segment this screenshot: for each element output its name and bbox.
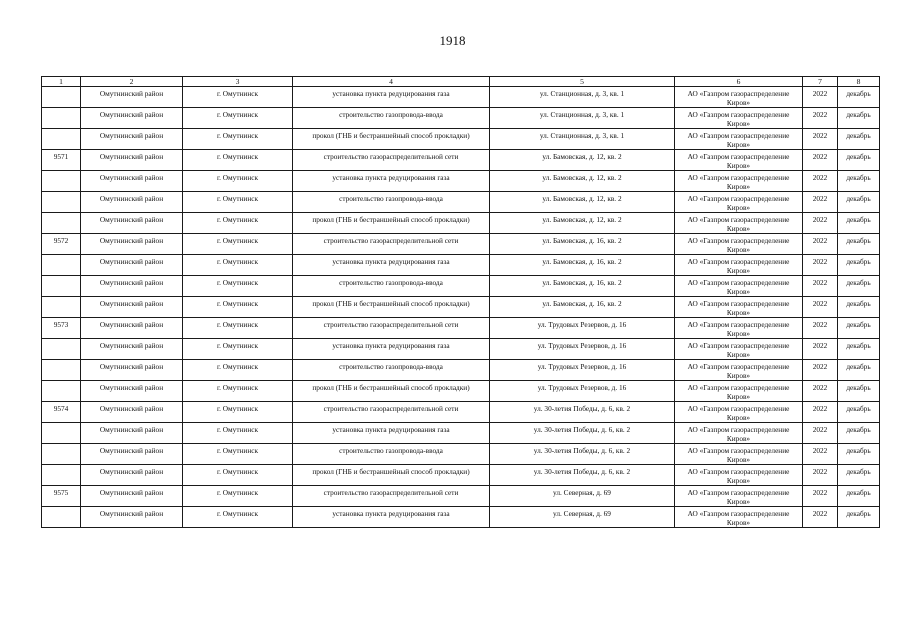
cell-work-type: строительство газораспределительной сети	[293, 318, 490, 339]
table-row	[42, 381, 880, 402]
column-header: 4	[293, 77, 490, 87]
cell-month: декабрь	[838, 213, 880, 234]
cell-number	[42, 423, 81, 444]
cell-district: Омутнинский район	[81, 255, 183, 276]
cell-number	[42, 129, 81, 150]
cell-address: ул. Бамовская, д. 12, кв. 2	[490, 192, 675, 213]
column-header: 3	[183, 77, 293, 87]
cell-work-type: прокол (ГНБ и бестраншейный способ прокладки)	[293, 381, 490, 402]
cell-address: ул. Трудовых Резервов, д. 16	[490, 318, 675, 339]
cell-month: декабрь	[838, 87, 880, 108]
column-header: 2	[81, 77, 183, 87]
cell-city: г. Омутнинск	[183, 276, 293, 297]
cell-city: г. Омутнинск	[183, 129, 293, 150]
cell-organization: АО «Газпром газораспределение Киров»	[675, 444, 803, 465]
cell-work-type: прокол (ГНБ и бестраншейный способ прокладки)	[293, 465, 490, 486]
cell-month: декабрь	[838, 150, 880, 171]
cell-district: Омутнинский район	[81, 402, 183, 423]
cell-year: 2022	[803, 276, 838, 297]
cell-address: ул. Северная, д. 69	[490, 486, 675, 507]
cell-organization: АО «Газпром газораспределение Киров»	[675, 234, 803, 255]
cell-district: Омутнинский район	[81, 465, 183, 486]
cell-number: 9575	[42, 486, 81, 507]
cell-month: декабрь	[838, 234, 880, 255]
cell-city: г. Омутнинск	[183, 255, 293, 276]
table-row	[42, 234, 880, 255]
cell-work-type: прокол (ГНБ и бестраншейный способ прокладки)	[293, 297, 490, 318]
cell-organization: АО «Газпром газораспределение Киров»	[675, 150, 803, 171]
table-row	[42, 465, 880, 486]
table-row	[42, 444, 880, 465]
cell-organization: АО «Газпром газораспределение Киров»	[675, 276, 803, 297]
cell-district: Омутнинский район	[81, 339, 183, 360]
cell-number: 9571	[42, 150, 81, 171]
cell-year: 2022	[803, 150, 838, 171]
cell-district: Омутнинский район	[81, 360, 183, 381]
cell-district: Омутнинский район	[81, 87, 183, 108]
cell-month: декабрь	[838, 381, 880, 402]
cell-year: 2022	[803, 171, 838, 192]
table-row	[42, 339, 880, 360]
cell-address: ул. Бамовская, д. 16, кв. 2	[490, 297, 675, 318]
cell-organization: АО «Газпром газораспределение Киров»	[675, 339, 803, 360]
cell-number	[42, 381, 81, 402]
cell-district: Омутнинский район	[81, 423, 183, 444]
cell-district: Омутнинский район	[81, 486, 183, 507]
cell-month: декабрь	[838, 297, 880, 318]
cell-address: ул. 30-летия Победы, д. 6, кв. 2	[490, 465, 675, 486]
cell-district: Омутнинский район	[81, 276, 183, 297]
cell-organization: АО «Газпром газораспределение Киров»	[675, 171, 803, 192]
cell-district: Омутнинский район	[81, 108, 183, 129]
cell-organization: АО «Газпром газораспределение Киров»	[675, 297, 803, 318]
cell-address: ул. Бамовская, д. 12, кв. 2	[490, 213, 675, 234]
table-row	[42, 87, 880, 108]
cell-city: г. Омутнинск	[183, 465, 293, 486]
cell-year: 2022	[803, 444, 838, 465]
table-row	[42, 486, 880, 507]
cell-address: ул. Станционная, д. 3, кв. 1	[490, 87, 675, 108]
cell-work-type: прокол (ГНБ и бестраншейный способ прокладки)	[293, 213, 490, 234]
cell-number	[42, 213, 81, 234]
cell-district: Омутнинский район	[81, 234, 183, 255]
cell-city: г. Омутнинск	[183, 381, 293, 402]
cell-work-type: установка пункта редуцирования газа	[293, 255, 490, 276]
cell-district: Омутнинский район	[81, 213, 183, 234]
cell-number	[42, 255, 81, 276]
cell-year: 2022	[803, 129, 838, 150]
cell-district: Омутнинский район	[81, 129, 183, 150]
table-row	[42, 192, 880, 213]
cell-year: 2022	[803, 192, 838, 213]
cell-month: декабрь	[838, 129, 880, 150]
cell-work-type: строительство газопровода-ввода	[293, 276, 490, 297]
cell-address: ул. Станционная, д. 3, кв. 1	[490, 108, 675, 129]
cell-city: г. Омутнинск	[183, 444, 293, 465]
cell-organization: АО «Газпром газораспределение Киров»	[675, 213, 803, 234]
table-body	[42, 87, 880, 528]
cell-month: декабрь	[838, 402, 880, 423]
cell-number: 9573	[42, 318, 81, 339]
cell-month: декабрь	[838, 507, 880, 528]
cell-work-type: установка пункта редуцирования газа	[293, 423, 490, 444]
cell-district: Омутнинский район	[81, 297, 183, 318]
cell-month: декабрь	[838, 339, 880, 360]
page-number: 1918	[439, 33, 466, 48]
cell-city: г. Омутнинск	[183, 507, 293, 528]
table-row	[42, 255, 880, 276]
table-row	[42, 318, 880, 339]
table-row	[42, 402, 880, 423]
cell-work-type: установка пункта редуцирования газа	[293, 507, 490, 528]
cell-year: 2022	[803, 507, 838, 528]
cell-city: г. Омутнинск	[183, 486, 293, 507]
cell-month: декабрь	[838, 465, 880, 486]
cell-number	[42, 171, 81, 192]
cell-organization: АО «Газпром газораспределение Киров»	[675, 108, 803, 129]
cell-number: 9574	[42, 402, 81, 423]
cell-year: 2022	[803, 381, 838, 402]
cell-month: декабрь	[838, 360, 880, 381]
cell-year: 2022	[803, 402, 838, 423]
cell-organization: АО «Газпром газораспределение Киров»	[675, 318, 803, 339]
cell-address: ул. Бамовская, д. 16, кв. 2	[490, 255, 675, 276]
cell-city: г. Омутнинск	[183, 339, 293, 360]
cell-district: Омутнинский район	[81, 150, 183, 171]
cell-organization: АО «Газпром газораспределение Киров»	[675, 129, 803, 150]
cell-month: декабрь	[838, 423, 880, 444]
cell-year: 2022	[803, 465, 838, 486]
cell-address: ул. Северная, д. 69	[490, 507, 675, 528]
cell-city: г. Омутнинск	[183, 297, 293, 318]
cell-work-type: прокол (ГНБ и бестраншейный способ прокладки)	[293, 129, 490, 150]
cell-address: ул. Бамовская, д. 12, кв. 2	[490, 150, 675, 171]
cell-city: г. Омутнинск	[183, 234, 293, 255]
cell-organization: АО «Газпром газораспределение Киров»	[675, 192, 803, 213]
cell-city: г. Омутнинск	[183, 192, 293, 213]
cell-organization: АО «Газпром газораспределение Киров»	[675, 381, 803, 402]
cell-address: ул. Трудовых Резервов, д. 16	[490, 381, 675, 402]
cell-year: 2022	[803, 423, 838, 444]
cell-organization: АО «Газпром газораспределение Киров»	[675, 507, 803, 528]
cell-work-type: установка пункта редуцирования газа	[293, 87, 490, 108]
cell-number	[42, 465, 81, 486]
table-row	[42, 360, 880, 381]
cell-organization: АО «Газпром газораспределение Киров»	[675, 465, 803, 486]
cell-work-type: строительство газораспределительной сети	[293, 486, 490, 507]
cell-organization: АО «Газпром газораспределение Киров»	[675, 486, 803, 507]
cell-number	[42, 444, 81, 465]
cell-city: г. Омутнинск	[183, 402, 293, 423]
cell-number	[42, 360, 81, 381]
cell-work-type: установка пункта редуцирования газа	[293, 339, 490, 360]
cell-address: ул. Трудовых Резервов, д. 16	[490, 360, 675, 381]
cell-number	[42, 507, 81, 528]
cell-month: декабрь	[838, 318, 880, 339]
cell-month: декабрь	[838, 108, 880, 129]
cell-year: 2022	[803, 297, 838, 318]
cell-city: г. Омутнинск	[183, 108, 293, 129]
cell-address: ул. 30-летия Победы, д. 6, кв. 2	[490, 423, 675, 444]
column-header: 7	[803, 77, 838, 87]
table-row	[42, 507, 880, 528]
cell-district: Омутнинский район	[81, 444, 183, 465]
column-header: 6	[675, 77, 803, 87]
cell-district: Омутнинский район	[81, 507, 183, 528]
cell-year: 2022	[803, 486, 838, 507]
cell-year: 2022	[803, 213, 838, 234]
cell-district: Омутнинский район	[81, 318, 183, 339]
table-row	[42, 150, 880, 171]
cell-city: г. Омутнинск	[183, 423, 293, 444]
cell-city: г. Омутнинск	[183, 87, 293, 108]
cell-year: 2022	[803, 318, 838, 339]
cell-organization: АО «Газпром газораспределение Киров»	[675, 360, 803, 381]
cell-number: 9572	[42, 234, 81, 255]
cell-district: Омутнинский район	[81, 381, 183, 402]
cell-number	[42, 108, 81, 129]
cell-work-type: строительство газораспределительной сети	[293, 150, 490, 171]
table-row	[42, 108, 880, 129]
cell-year: 2022	[803, 360, 838, 381]
cell-city: г. Омутнинск	[183, 213, 293, 234]
column-header: 1	[42, 77, 81, 87]
header-row	[42, 77, 880, 87]
cell-year: 2022	[803, 255, 838, 276]
cell-work-type: строительство газопровода-ввода	[293, 360, 490, 381]
cell-work-type: установка пункта редуцирования газа	[293, 171, 490, 192]
data-table	[41, 76, 880, 528]
cell-organization: АО «Газпром газораспределение Киров»	[675, 255, 803, 276]
cell-address: ул. Бамовская, д. 12, кв. 2	[490, 171, 675, 192]
table-row	[42, 171, 880, 192]
cell-month: декабрь	[838, 192, 880, 213]
cell-number	[42, 276, 81, 297]
cell-year: 2022	[803, 339, 838, 360]
column-header: 5	[490, 77, 675, 87]
cell-address: ул. 30-летия Победы, д. 6, кв. 2	[490, 402, 675, 423]
cell-city: г. Омутнинск	[183, 360, 293, 381]
cell-year: 2022	[803, 87, 838, 108]
cell-organization: АО «Газпром газораспределение Киров»	[675, 87, 803, 108]
cell-work-type: строительство газопровода-ввода	[293, 108, 490, 129]
cell-year: 2022	[803, 234, 838, 255]
cell-district: Омутнинский район	[81, 192, 183, 213]
cell-work-type: строительство газопровода-ввода	[293, 444, 490, 465]
cell-organization: АО «Газпром газораспределение Киров»	[675, 423, 803, 444]
table-row	[42, 276, 880, 297]
cell-number	[42, 339, 81, 360]
cell-city: г. Омутнинск	[183, 318, 293, 339]
cell-month: декабрь	[838, 276, 880, 297]
cell-year: 2022	[803, 108, 838, 129]
cell-number	[42, 297, 81, 318]
cell-month: декабрь	[838, 171, 880, 192]
cell-city: г. Омутнинск	[183, 150, 293, 171]
cell-address: ул. Трудовых Резервов, д. 16	[490, 339, 675, 360]
table-row	[42, 213, 880, 234]
cell-number	[42, 87, 81, 108]
cell-address: ул. Бамовская, д. 16, кв. 2	[490, 276, 675, 297]
table-row	[42, 423, 880, 444]
cell-city: г. Омутнинск	[183, 171, 293, 192]
cell-number	[42, 192, 81, 213]
cell-work-type: строительство газопровода-ввода	[293, 192, 490, 213]
cell-address: ул. Бамовская, д. 16, кв. 2	[490, 234, 675, 255]
cell-month: декабрь	[838, 255, 880, 276]
cell-address: ул. 30-летия Победы, д. 6, кв. 2	[490, 444, 675, 465]
table-row	[42, 129, 880, 150]
cell-month: декабрь	[838, 444, 880, 465]
cell-month: декабрь	[838, 486, 880, 507]
cell-address: ул. Станционная, д. 3, кв. 1	[490, 129, 675, 150]
cell-organization: АО «Газпром газораспределение Киров»	[675, 402, 803, 423]
table-row	[42, 297, 880, 318]
column-header: 8	[838, 77, 880, 87]
cell-district: Омутнинский район	[81, 171, 183, 192]
cell-work-type: строительство газораспределительной сети	[293, 402, 490, 423]
cell-work-type: строительство газораспределительной сети	[293, 234, 490, 255]
